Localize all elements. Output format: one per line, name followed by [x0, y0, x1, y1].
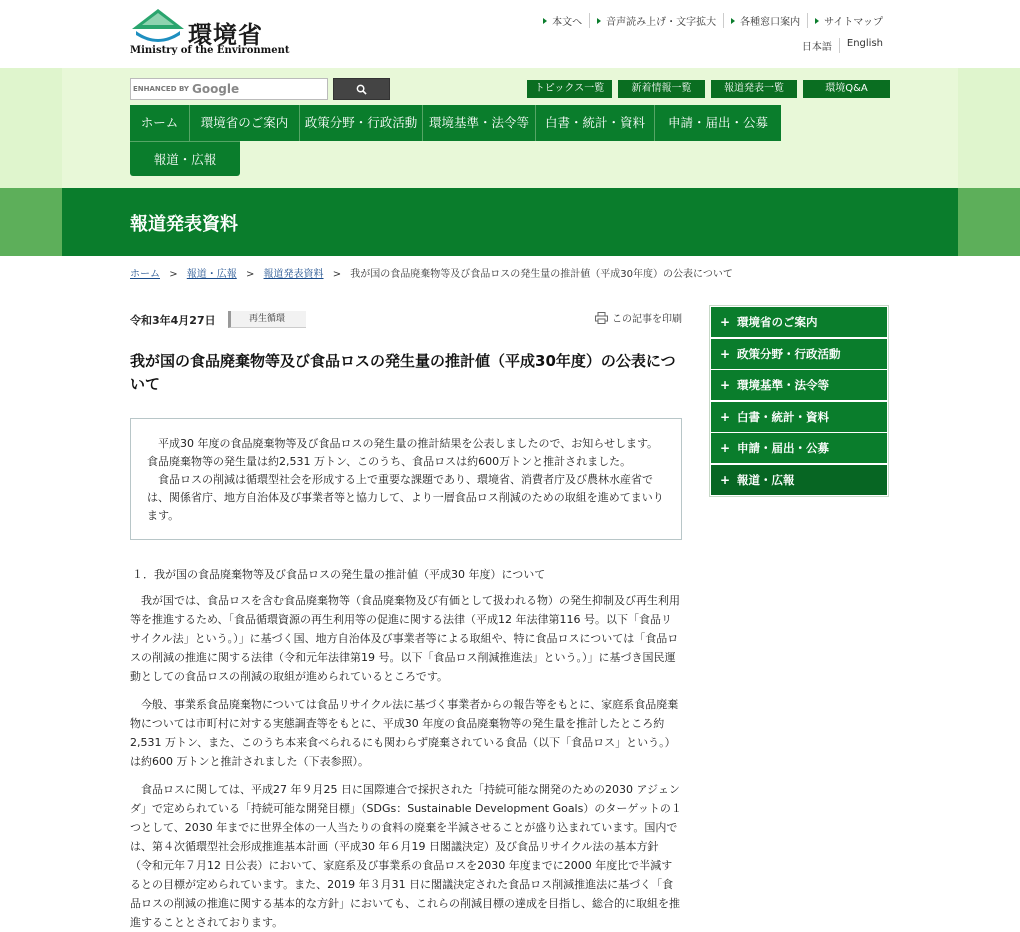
- quick-link-new[interactable]: 新着情報一覧: [618, 80, 705, 98]
- sidebar-item-standards[interactable]: + 環境基準・法令等: [711, 370, 887, 400]
- breadcrumb: ホーム > 報道・広報 > 報道発表資料 > 我が国の食品廃棄物等及び食品ロスの発生量の推計値（平成30年度）の公表について: [130, 269, 733, 280]
- utility-links: [536, 13, 890, 28]
- util-link-contact[interactable]: 各種窓口案内: [723, 13, 807, 28]
- category-tag[interactable]: 再生循環: [228, 311, 306, 328]
- util-link-accessibility[interactable]: 音声読み上げ・文字拡大: [589, 13, 723, 28]
- sidebar-item-about[interactable]: + 環境省のご案内: [711, 307, 887, 337]
- breadcrumb-current: 我が国の食品廃棄物等及び食品ロスの発生量の推計値（平成30年度）の公表について: [350, 269, 733, 280]
- lang-link-japanese[interactable]: 日本語: [801, 42, 832, 53]
- util-link-skip[interactable]: 本文へ: [536, 13, 589, 28]
- plus-icon: +: [719, 409, 731, 424]
- nav-home[interactable]: ホーム: [130, 105, 190, 141]
- breadcrumb-press[interactable]: 報道・広報: [186, 269, 237, 280]
- search-input[interactable]: [130, 78, 328, 100]
- util-link-sitemap[interactable]: サイトマップ: [807, 13, 890, 28]
- quick-link-press[interactable]: 報道発表一覧: [711, 80, 797, 98]
- logo-text-jp: 環境省: [188, 21, 263, 49]
- lang-link-english[interactable]: English: [839, 38, 890, 53]
- body-paragraph-2: 今般、事業系食品廃棄物については食品リサイクル法に基づく事業者からの報告等をもとに、家庭系食品廃棄物については市町村に対する実態調査等をもとに、平成30 年度の食品廃棄物等の発生量を推計したところ約2,531 万トン、また、このうち本来食べられるにも関わらず廃棄されている食品（以下「食品ロス」という。）は約600 万トンと推計されました（下表参照）。: [130, 698, 679, 768]
- triangle-right-icon: [543, 18, 547, 24]
- nav-standards[interactable]: 環境基準・法令等: [423, 105, 536, 141]
- summary-paragraph-2: 食品ロスの削減は循環型社会を形成する上で重要な課題であり、環境省、消費者庁及び農林水産省では、関係省庁、地方自治体及び事業者等と協力して、より一層食品ロス削減のための取組を進めてまいります。: [147, 473, 664, 522]
- summary-box: [130, 418, 682, 540]
- site-header: [0, 0, 1020, 68]
- search-brand-label: Google: [191, 82, 240, 96]
- breadcrumb-press-releases[interactable]: 報道発表資料: [263, 269, 324, 280]
- quick-link-qa[interactable]: 環境Q&A: [803, 80, 890, 98]
- summary-paragraph-1b: 食品廃棄物等の発生量は約2,531 万トン、このうち、食品ロスは約600万トンと推計されました。: [147, 455, 632, 468]
- site-logo[interactable]: [130, 7, 290, 59]
- breadcrumb-home[interactable]: ホーム: [130, 269, 160, 280]
- plus-icon: +: [719, 472, 731, 487]
- plus-icon: +: [719, 346, 731, 361]
- triangle-right-icon: [597, 18, 601, 24]
- nav-policy[interactable]: 政策分野・行政活動: [300, 105, 423, 141]
- summary-paragraph-1: 平成30 年度の食品廃棄物等及び食品ロスの発生量の推計結果を公表しましたので、お知らせします。: [158, 437, 659, 450]
- body-paragraph-3: 食品ロスに関しては、平成27 年９月25 日に国際連合で採択された「持続可能な開発のための2030 アジェンダ」で定められている「持続可能な開発目標」（SDGs：Sustainable Development Goals）のターゲットの１つとして、2030 年までに世界全体の一人当たりの食料の廃棄を半減させることが盛り込まれています。国内では、第４次循環型社会形成推進基本計画（平成30 年６月19 日閣議決定）及び食品リサイクル法の基本方針: [130, 783, 682, 853]
- sidebar-item-whitepaper[interactable]: + 白書・統計・資料: [711, 402, 887, 432]
- main-nav-row2: [130, 141, 240, 176]
- body-paragraph-3b: （令和元年７月12 日公表）において、家庭系及び事業系の食品ロスを2030 年度までに2000 年度比で半減するとの目標が定められています。また、2019 年３月31 日に閣議決定された食品ロス削減推進法に基づく「食品ロスの削減の推進に関する基本的な方針」においても、これらの削減目標の達成を目指し、総合的に取組を推進することとされております。: [130, 859, 680, 929]
- nav-applications[interactable]: 申請・届出・公募: [655, 105, 781, 141]
- logo-mark-icon: [130, 7, 186, 47]
- plus-icon: +: [719, 441, 731, 456]
- triangle-right-icon: [731, 18, 735, 24]
- article-date: 令和3年4月27日: [130, 314, 216, 327]
- body-paragraph-1: 我が国では、食品ロスを含む食品廃棄物等（食品廃棄物及び有価として扱われる物）の発生抑制及び再生利用等を推進するため、「食品循環資源の再生利用等の促進に関する法律（平成12 年法律第116 号。以下「食品リサイクル法」という。）」に基づく国、地方自治体及び事業者等による取組や、特に食品ロスについては「食品ロスの削減の推進に関する法律（令和元年法律第19 号。以下「食品ロス削減推進法」という。）」に基づき国民運動としての食品ロスの削減の取組が進められているところです。: [130, 594, 680, 683]
- print-link[interactable]: この記事を印刷: [595, 310, 682, 325]
- printer-icon: [595, 312, 608, 324]
- search-button[interactable]: [333, 78, 390, 100]
- search-icon: [356, 84, 367, 95]
- sidebar-nav: [709, 305, 889, 497]
- plus-icon: +: [719, 378, 731, 393]
- quick-links: [527, 80, 890, 98]
- logo-text-en: Ministry of the Environment: [130, 45, 290, 56]
- nav-press[interactable]: 報道・広報: [130, 141, 240, 176]
- quick-link-topics[interactable]: トピックス一覧: [527, 80, 612, 98]
- main-nav: [130, 105, 781, 141]
- section-heading-1: １．我が国の食品廃棄物等及び食品ロスの発生量の推計値（平成30 年度）について: [132, 568, 546, 581]
- sidebar-item-policy[interactable]: + 政策分野・行政活動: [711, 339, 887, 369]
- nav-whitepaper[interactable]: 白書・統計・資料: [536, 105, 655, 141]
- plus-icon: +: [719, 315, 731, 329]
- title-band: [0, 188, 1020, 256]
- language-links: [795, 38, 890, 53]
- nav-about[interactable]: 環境省のご案内: [190, 105, 300, 141]
- article-title: 我が国の食品廃棄物等及び食品ロスの発生量の推計値（平成30年度）の公表について: [130, 352, 676, 393]
- search-enhanced-label: ENHANCED BY: [133, 85, 189, 93]
- triangle-right-icon: [815, 18, 819, 24]
- sidebar-item-applications[interactable]: + 申請・届出・公募: [711, 433, 887, 463]
- article: [130, 310, 682, 932]
- sidebar-item-press[interactable]: + 報道・広報: [711, 465, 887, 495]
- section-title: 報道発表資料: [130, 214, 238, 235]
